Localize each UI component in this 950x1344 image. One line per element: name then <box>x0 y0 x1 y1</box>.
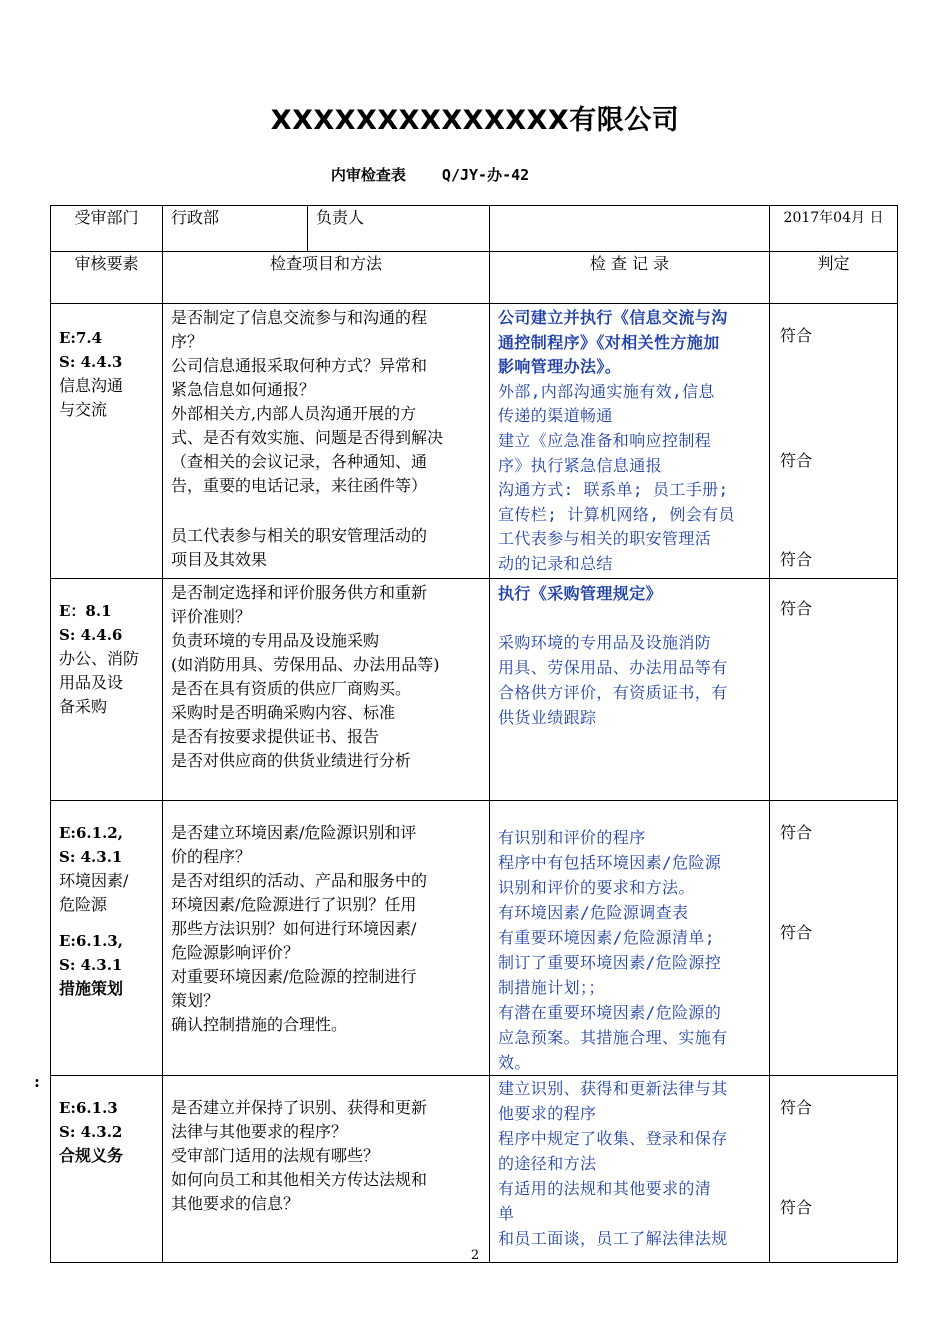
clause-e: E:7.4 <box>59 329 103 347</box>
verdict-text: 符合 <box>780 451 813 470</box>
clause-s: S: 4.4.3 <box>59 353 123 371</box>
item-line: 价的程序？ <box>171 847 252 866</box>
item-line: 采购时是否明确采购内容、标准 <box>171 703 396 722</box>
item-line: 环境因素/危险源进行了识别？任用 <box>171 895 417 914</box>
check-items-cell <box>163 579 490 801</box>
record-line: 应急预案。其措施合理、实施有 <box>498 1028 728 1047</box>
check-items-cell <box>163 1076 490 1263</box>
element-name: 环境因素/ <box>59 871 129 890</box>
item-line: 公司信息通报采取何种方式？异常和 <box>171 356 428 375</box>
item-line: 是否建立并保持了识别、获得和更新 <box>171 1098 428 1117</box>
record-line: 程序中有包括环境因素/危险源 <box>498 853 722 872</box>
record-line: 序》执行紧急信息通报 <box>498 455 663 475</box>
audit-element-cell <box>51 1076 163 1263</box>
header-info-row <box>51 206 898 252</box>
record-line: 执行《采购管理规定》 <box>498 584 663 603</box>
item-line: 序？ <box>171 332 204 351</box>
item-line: 是否有按要求提供证书、报告 <box>171 727 380 746</box>
page-number: 2 <box>470 1248 480 1263</box>
item-line: 是否制定选择和评价服务供方和重新 <box>171 583 428 602</box>
record-line: 的途径和方法 <box>498 1154 597 1173</box>
element-name: 措施策划 <box>59 979 124 998</box>
clause-s: S: 4.3.1 <box>59 956 123 974</box>
verdict-cell <box>770 579 898 801</box>
item-line: 危险源影响评价？ <box>171 943 300 962</box>
audit-element-cell <box>51 801 163 1076</box>
record-line <box>498 606 769 630</box>
record-line: 制订了重要环境因素/危险源控 <box>498 953 722 972</box>
company-title: XXXXXXXXXXXXXX有限公司 <box>270 105 680 136</box>
record-line: 工代表参与相关的职安管理活 <box>498 529 712 549</box>
item-line: 是否建立环境因素/危险源识别和评 <box>171 823 417 842</box>
clause-e: E:6.1.3, <box>59 932 123 950</box>
element-name <box>59 917 162 929</box>
item-line: 告，重要的电话记录，来往函件等） <box>171 476 428 495</box>
record-line: 和员工面谈，员工了解法律法规 <box>498 1229 728 1248</box>
record-line: 有重要环境因素/危险源清单; <box>498 928 715 947</box>
table-row <box>51 801 898 1076</box>
clause-e: E：8.1 <box>59 602 112 620</box>
element-name: 合规义务 <box>59 1146 124 1165</box>
verdict-text: 符合 <box>780 326 813 345</box>
col-header-element: 审核要素 <box>51 252 163 304</box>
item-line: 是否制定了信息交流参与和沟通的程 <box>171 308 428 327</box>
record-line: 效。 <box>498 1053 531 1072</box>
item-line: 对重要环境因素/危险源的控制进行 <box>171 967 417 986</box>
item-line: 如何向员工和其他相关方传达法规和 <box>171 1170 428 1189</box>
form-subtitle: 内审检查表 Q/JY-办-42 <box>330 166 530 184</box>
verdict-text: 符合 <box>780 1198 813 1217</box>
col-header-records: 检 查 记 录 <box>490 252 770 304</box>
record-cell <box>490 579 770 801</box>
check-items-cell <box>163 801 490 1076</box>
item-line <box>171 498 489 524</box>
clause-s: S: 4.3.2 <box>59 1123 123 1141</box>
record-line: 程序中规定了收集、登录和保存 <box>498 1129 728 1148</box>
record-line: 有潜在重要环境因素/危险源的 <box>498 1003 722 1022</box>
item-line: 策划？ <box>171 991 220 1010</box>
audit-checklist-table <box>50 205 898 1263</box>
table-row <box>51 1076 898 1263</box>
item-line: 是否对供应商的供货业绩进行分析 <box>171 751 412 770</box>
record-line: 通控制程序》《对相关性方施加 <box>498 332 720 352</box>
record-line: 制措施计划；； <box>498 978 605 997</box>
record-line: 建立《应急准备和响应控制程 <box>498 430 712 450</box>
item-line: 项目及其效果 <box>171 550 268 569</box>
record-line: 有识别和评价的程序 <box>498 828 646 847</box>
verdict-cell <box>770 1076 898 1263</box>
record-line: 他要求的程序 <box>498 1104 597 1123</box>
record-line: 外部,内部沟通实施有效,信息 <box>498 381 715 401</box>
dept-value: 行政部 <box>163 206 308 252</box>
item-line: （查相关的会议记录，各种通知、通 <box>171 452 428 471</box>
table-row <box>51 304 898 579</box>
record-line: 宣传栏; 计算机网络, 例会有员 <box>498 504 735 524</box>
item-line: 式、是否有效实施、问题是否得到解决 <box>171 428 444 447</box>
item-line: 法律与其他要求的程序？ <box>171 1122 348 1141</box>
owner-label: 负责人 <box>308 206 490 252</box>
audit-element-cell <box>51 304 163 579</box>
dept-label: 受审部门 <box>51 206 163 252</box>
col-header-verdict: 判定 <box>770 252 898 304</box>
clause-e: E:6.1.2, <box>59 824 123 842</box>
element-name: 备采购 <box>59 697 108 716</box>
record-line: 有适用的法规和其他要求的清 <box>498 1179 712 1198</box>
item-line: 确认控制措施的合理性。 <box>171 1015 348 1034</box>
element-name: 信息沟通 <box>59 376 124 395</box>
column-header-row <box>51 252 898 304</box>
verdict-cell <box>770 801 898 1076</box>
item-line: 那些方法识别？如何进行环境因素/ <box>171 919 417 938</box>
verdict-text: 符合 <box>780 550 813 569</box>
verdict-text: 符合 <box>780 1098 813 1117</box>
item-line: 外部相关方,内部人员沟通开展的方 <box>171 404 417 423</box>
verdict-text: 符合 <box>780 823 813 842</box>
record-line: 动的记录和总结 <box>498 553 613 573</box>
col-header-items: 检查项目和方法 <box>163 252 490 304</box>
item-line: 紧急信息如何通报？ <box>171 380 316 399</box>
item-line: 是否对组织的活动、产品和服务中的 <box>171 871 428 890</box>
record-line: 公司建立并执行《信息交流与沟 <box>498 308 728 327</box>
record-line: 有环境因素/危险源调查表 <box>498 903 689 922</box>
record-line: 供货业绩跟踪 <box>498 708 597 727</box>
date-value: 2017年04月 日 <box>770 206 898 252</box>
record-cell <box>490 1076 770 1263</box>
item-line: 评价准则？ <box>171 607 252 626</box>
record-line: 识别和评价的要求和方法。 <box>498 878 695 897</box>
clause-s: S: 4.3.1 <box>59 848 123 866</box>
record-line: 用具、劳保用品、办法用品等有 <box>498 658 728 677</box>
item-line: 员工代表参与相关的职安管理活动的 <box>171 526 428 545</box>
item-line: 是否在具有资质的供应厂商购买。 <box>171 679 412 698</box>
element-name: 危险源 <box>59 895 108 914</box>
record-line: 单 <box>498 1204 515 1223</box>
element-name: 与交流 <box>59 400 108 419</box>
audit-element-cell <box>51 579 163 801</box>
verdict-cell <box>770 304 898 579</box>
check-items-cell <box>163 304 490 579</box>
record-line: 采购环境的专用品及设施消防 <box>498 633 712 652</box>
verdict-text: 符合 <box>780 599 813 618</box>
record-cell <box>490 801 770 1076</box>
record-line: 沟通方式: 联系单; 员工手册; <box>498 480 729 500</box>
clause-e: E:6.1.3 <box>59 1099 118 1117</box>
record-line: 建立识别、获得和更新法律与其 <box>498 1079 728 1098</box>
record-line: 影响管理办法》。 <box>498 357 622 377</box>
margin-mark: : <box>34 1072 40 1091</box>
item-line: (如消防用具、劳保用品、办法用品等) <box>171 655 440 674</box>
table-row <box>51 579 898 801</box>
item-line: 其他要求的信息？ <box>171 1194 300 1213</box>
item-line: 受审部门适用的法规有哪些？ <box>171 1146 380 1165</box>
item-line: 负责环境的专用品及设施采购 <box>171 631 380 650</box>
record-line: 传递的渠道畅通 <box>498 406 613 426</box>
clause-s: S: 4.4.6 <box>59 626 123 644</box>
record-cell <box>490 304 770 579</box>
element-name: 办公、消防 <box>59 649 140 668</box>
record-line: 合格供方评价，有资质证书，有 <box>498 683 728 702</box>
verdict-text: 符合 <box>780 923 813 942</box>
element-name: 用品及设 <box>59 673 124 692</box>
owner-value <box>490 206 770 252</box>
